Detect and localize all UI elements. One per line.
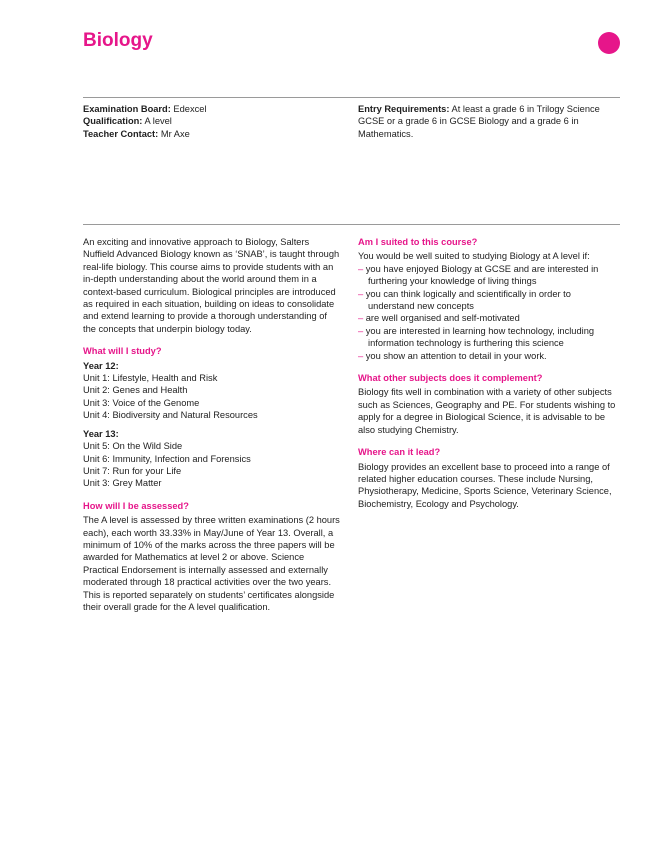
school-logo	[598, 32, 620, 54]
entry-requirements	[358, 103, 620, 140]
dash-bullet-icon: –	[358, 325, 364, 336]
divider-top	[83, 97, 620, 98]
dash-bullet-icon: –	[358, 263, 364, 274]
list-item-text: you can think logically and scientifically in order to understand new concepts	[365, 288, 571, 312]
intro-paragraph: An exciting and innovative approach to Biology, Salters Nuffield Advanced Biology known as ‘SNAB’, is taught through real-life biology. This course aims to provide students with an in-depth understanding about the world around them in a context-based curriculum. Biological principles are introduced as required in each situation, building on ideas to consolidate and extend learning to provide a thorough understanding of the concepts that underpin biology today.	[83, 237, 340, 334]
list-item-text: you show an attention to detail in your work.	[365, 350, 547, 361]
list-item: Unit 2: Genes and Health	[83, 385, 188, 396]
lead-heading: Where can it lead?	[358, 447, 441, 458]
year12-label: Year 12:	[83, 360, 119, 371]
right-column	[358, 236, 620, 510]
complement-heading: What other subjects does it complement?	[358, 373, 543, 384]
assessed-paragraph: The A level is assessed by three written examinations (2 hours each), each worth 33.33% in May/June of Year 13. Overall, a minimum of 10% of the marks across the three papers will be awarded for Mathematics at level 2 or above. Science Practical Endorsement is internally assessed and externally moderated through 18 practical activities over the two years. This is reported separately on students’ certificates alongside their overall grade for the A level qualification.	[83, 515, 340, 612]
exam-board-row	[83, 103, 341, 115]
teacher-row	[83, 128, 341, 140]
entry-label: Entry Requirements:	[358, 104, 450, 114]
list-item: Unit 7: Run for your Life	[83, 465, 182, 476]
year13-label: Year 13:	[83, 428, 119, 439]
left-column	[83, 236, 341, 613]
list-item	[358, 288, 620, 313]
list-item: Unit 3: Voice of the Genome	[83, 397, 200, 408]
suited-heading: Am I suited to this course?	[358, 237, 478, 247]
qualification-row	[83, 115, 341, 127]
list-item	[358, 350, 620, 362]
dash-bullet-icon: –	[358, 313, 364, 324]
assessed-heading: How will I be assessed?	[83, 500, 189, 511]
list-item	[358, 325, 620, 350]
list-item: Unit 1: Lifestyle, Health and Risk	[83, 373, 218, 384]
list-item-text: are well organised and self-motivated	[365, 313, 520, 324]
dash-bullet-icon: –	[358, 350, 364, 361]
qualification-value: A level	[144, 116, 172, 127]
qualification-label: Qualification:	[83, 116, 143, 127]
list-item-text: you are interested in learning how technology, including information technology is furthering this science	[365, 325, 595, 349]
list-item: Unit 5: On the Wild Side	[83, 441, 183, 452]
course-details	[83, 103, 341, 140]
teacher-label: Teacher Contact:	[83, 128, 159, 139]
complement-paragraph: Biology fits well in combination with a variety of other subjects such as Sciences, Geography and PE. For students wishing to apply for a degree in Biological Science, it is advisable to be also studying Chemistry.	[358, 387, 616, 435]
lead-paragraph: Biology provides an excellent base to proceed into a range of related higher education courses. These include Nursing, Physiotherapy, Medicine, Sports Science, Veterinary Science, Biochemistry, Ecology and Psychology.	[358, 461, 612, 509]
divider-middle	[83, 224, 620, 225]
suited-list	[358, 263, 620, 362]
entry-value: At least a grade 6 in Trilogy Science GCSE or a grade 6 in GCSE Biology and a grade 6 in Mathematics.	[358, 104, 600, 139]
suited-intro: You would be well suited to studying Biology at A level if:	[358, 251, 590, 262]
list-item: Unit 6: Immunity, Infection and Forensics	[83, 453, 251, 464]
exam-board-value: Edexcel	[173, 104, 207, 114]
list-item: Unit 3: Grey Matter	[83, 478, 162, 489]
page-title: Biology	[83, 30, 153, 51]
study-heading: What will I study?	[83, 346, 162, 357]
list-item	[358, 263, 620, 288]
teacher-value: Mr Axe	[160, 128, 190, 139]
list-item	[358, 312, 620, 324]
list-item: Unit 4: Biodiversity and Natural Resources	[83, 410, 258, 421]
exam-board-label: Examination Board:	[83, 104, 171, 114]
dash-bullet-icon: –	[358, 288, 364, 299]
list-item-text: you have enjoyed Biology at GCSE and are interested in furthering your knowledge of living things	[365, 263, 599, 287]
